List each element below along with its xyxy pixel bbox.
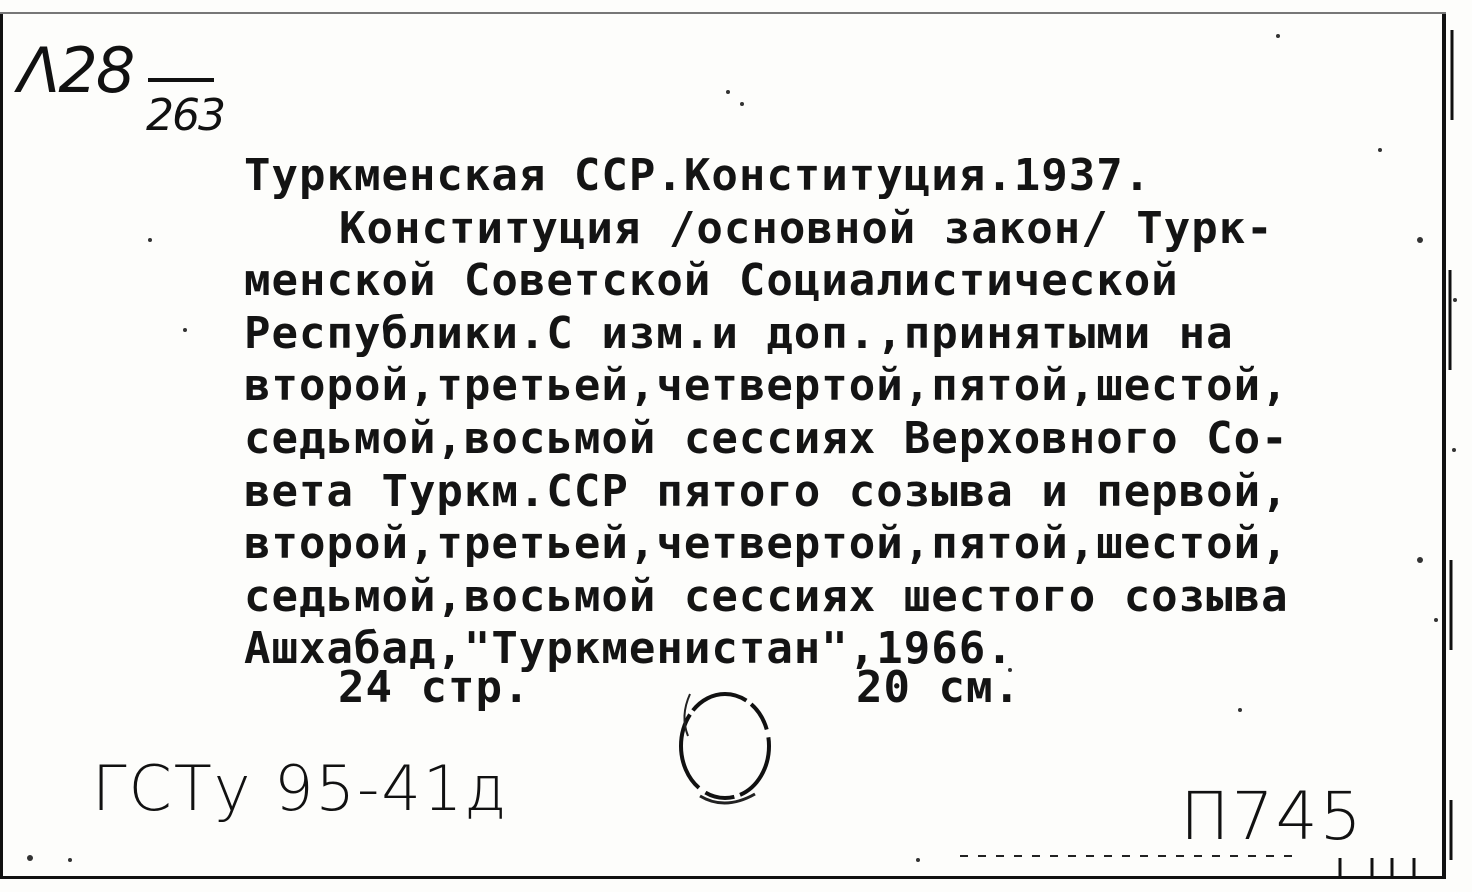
stamp-code: ГСТу 95-41д xyxy=(92,752,509,825)
inventory-number: П745 xyxy=(1180,778,1364,855)
entry-title-line: вета Туркм.ССР пятого созыва и первой, xyxy=(244,465,1289,517)
entry-title-line: Конституция /основной закон/ Турк- xyxy=(339,202,1274,254)
call-number-fraction-line xyxy=(148,78,214,82)
entry-heading: Туркменская ССР.Конституция.1937. xyxy=(244,150,1152,201)
collation-pages: 24 стр. xyxy=(338,662,531,713)
stamp-circle xyxy=(660,676,790,826)
call-number-main: Λ28 xyxy=(18,34,134,107)
catalog-entry xyxy=(244,150,1289,676)
entry-title-line: второй,третьей,четвертой,пятой,шестой, xyxy=(244,360,1289,412)
entry-title-line: второй,третьей,четвертой,пятой,шестой, xyxy=(244,518,1289,570)
entry-title-line: менской Советской Социалистической xyxy=(244,255,1179,307)
entry-title-line: Республики.С изм.и доп.,принятыми на xyxy=(244,307,1234,359)
entry-title-line: седьмой,восьмой сессиях шестого созыва xyxy=(244,570,1289,622)
entry-title-line: седьмой,восьмой сессиях Верховного Со- xyxy=(244,412,1289,464)
call-number-sub: 263 xyxy=(146,90,224,141)
collation-size: 20 см. xyxy=(856,662,1021,713)
entry-imprint: Ашхабад,"Туркменистан",1966. xyxy=(244,623,1014,675)
